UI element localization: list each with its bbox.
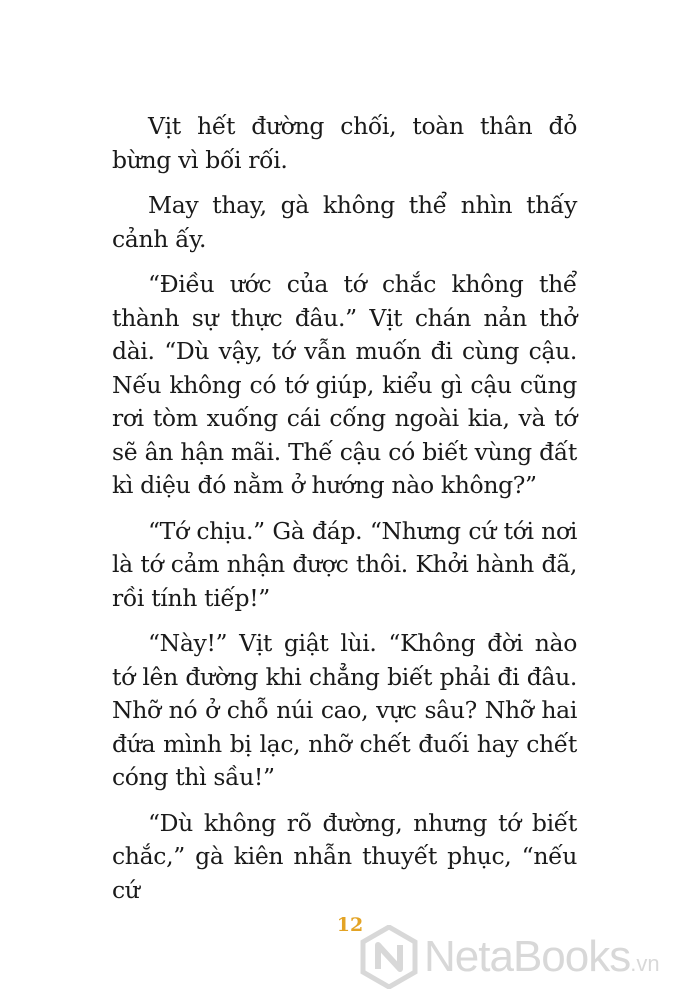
watermark bbox=[360, 918, 690, 996]
paragraph: “Này!” Vịt giật lùi. “Không đời nào tớ lên đường khi chẳng biết phải đi đâu. Nhỡ nó ở chỗ núi cao, vực sâu? Nhỡ hai đứa mình bị lạc, nhỡ chết đuối hay chết cóng thì sầu!” bbox=[112, 629, 577, 791]
page-number: 12 bbox=[336, 914, 364, 936]
watermark-text bbox=[424, 932, 660, 982]
paragraph: May thay, gà không thể nhìn thấy cảnh ấy. bbox=[112, 191, 577, 253]
paragraph: “Tớ chịu.” Gà đáp. “Nhưng cứ tới nơi là tớ cảm nhận được thôi. Khởi hành đã, rồi tính tiếp!” bbox=[112, 516, 577, 612]
paragraph: “Điều ước của tớ chắc không thể thành sự thực đâu.” Vịt chán nản thở dài. “Dù vậy, tớ vẫn muốn đi cùng cậu. Nếu không có tớ giúp, kiểu gì cậu cũng rơi tòm xuống cái cống ngoài kia, và tớ sẽ ân hận mãi. Thế cậu có biết vùng đất kì diệu đó nằm ở hướng nào không?” bbox=[112, 270, 577, 499]
paragraph: “Dù không rõ đường, nhưng tớ biết chắc,” gà kiên nhẫn thuyết phục, “nếu cứ bbox=[112, 808, 577, 904]
paragraph: Vịt hết đường chối, toàn thân đỏ bừng vì bối rối. bbox=[112, 112, 577, 174]
netabooks-logo-icon bbox=[360, 925, 418, 989]
watermark-brand: NetaBooks bbox=[424, 932, 631, 981]
page-body bbox=[112, 110, 577, 919]
watermark-suffix: .vn bbox=[630, 951, 660, 976]
